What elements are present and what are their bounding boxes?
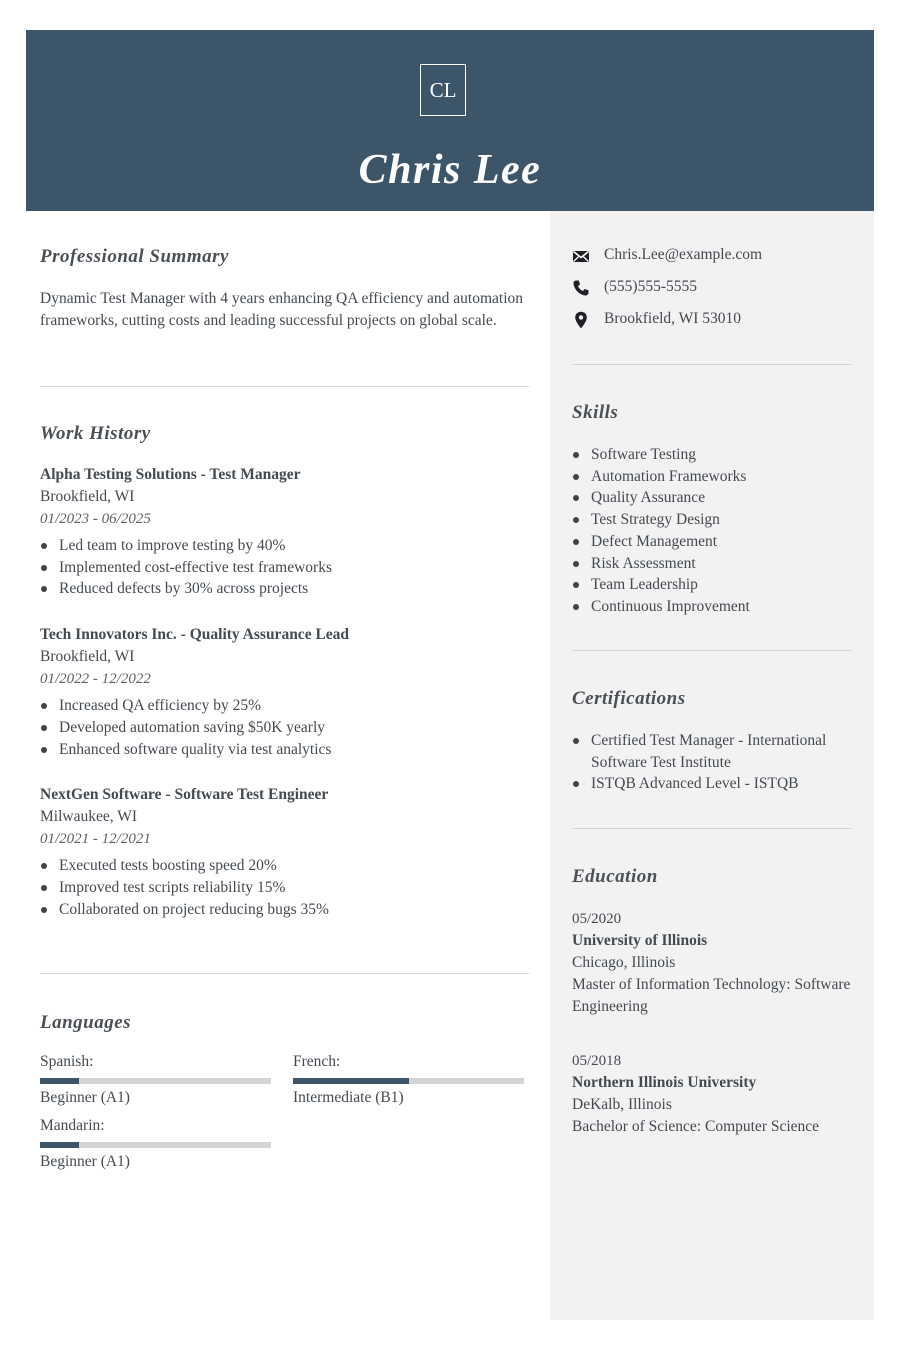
summary-text: Dynamic Test Manager with 4 years enhancing QA efficiency and automation frameworks, cutting costs and leading successful projects on global scale. — [40, 290, 523, 329]
education-section — [572, 865, 852, 1138]
language-item — [40, 1115, 271, 1173]
languages-heading: Languages — [40, 1012, 132, 1033]
divider — [572, 364, 852, 365]
list-item: Test Strategy Design — [572, 509, 852, 531]
education-date: 05/2020 — [572, 911, 622, 927]
list-item: ISTQB Advanced Level - ISTQB — [572, 773, 852, 795]
job-entry — [40, 464, 529, 600]
address-value: Brookfield, WI 53010 — [604, 310, 742, 327]
envelope-icon — [572, 247, 590, 265]
education-heading: Education — [572, 866, 658, 887]
contact-section — [572, 244, 852, 340]
proficiency-fill — [40, 1078, 79, 1084]
education-location: Chicago, Illinois — [572, 954, 676, 971]
list-item: Team Leadership — [572, 574, 852, 596]
list-item: Increased QA efficiency by 25% — [40, 695, 529, 717]
proficiency-bar — [40, 1142, 271, 1148]
work-history-section — [40, 422, 529, 920]
list-item: Developed automation saving $50K yearly — [40, 717, 529, 739]
summary-heading: Professional Summary — [40, 246, 229, 267]
skills-heading: Skills — [572, 402, 619, 423]
job-location: Brookfield, WI — [40, 648, 135, 666]
job-bullets — [40, 695, 529, 760]
job-location: Brookfield, WI — [40, 488, 135, 505]
list-item: Defect Management — [572, 531, 852, 553]
list-item: Reduced defects by 30% across projects — [40, 578, 529, 600]
language-item — [293, 1051, 524, 1109]
job-title: Tech Innovators Inc. - Quality Assurance Lead — [40, 626, 350, 644]
divider — [572, 650, 852, 651]
language-name: Mandarin: — [40, 1117, 105, 1134]
phone-value: (555)555-5555 — [604, 278, 697, 295]
list-item: Led team to improve testing by 40% — [40, 535, 529, 557]
list-item: Continuous Improvement — [572, 596, 852, 618]
list-item: Collaborated on project reducing bugs 35% — [40, 899, 529, 921]
job-dates: 01/2023 - 06/2025 — [40, 511, 151, 527]
contact-email — [572, 244, 852, 276]
list-item: Enhanced software quality via test analytics — [40, 739, 529, 761]
email-value: Chris.Lee@example.com — [604, 246, 763, 263]
job-dates: 01/2022 - 12/2022 — [40, 671, 151, 688]
skills-section — [572, 401, 852, 618]
map-pin-icon — [572, 311, 590, 329]
language-level: Beginner (A1) — [40, 1153, 130, 1170]
job-bullets — [40, 535, 529, 600]
candidate-name: Chris Lee — [358, 147, 542, 193]
certifications-heading: Certifications — [572, 688, 686, 709]
list-item: Risk Assessment — [572, 553, 852, 575]
list-item: Implemented cost-effective test frameworks — [40, 557, 529, 579]
languages-grid — [40, 1051, 529, 1201]
header-banner — [26, 30, 874, 211]
language-level: Intermediate (B1) — [293, 1089, 404, 1106]
certifications-section — [572, 687, 852, 795]
list-item: Software Testing — [572, 444, 852, 466]
proficiency-fill — [293, 1078, 409, 1084]
contact-address — [572, 308, 852, 340]
divider — [572, 828, 852, 829]
divider — [40, 973, 529, 974]
divider — [40, 386, 529, 387]
education-degree: Bachelor of Science: Computer Science — [572, 1118, 820, 1135]
proficiency-fill — [40, 1142, 79, 1148]
list-item: Certified Test Manager - International Software Test Institute — [572, 730, 852, 773]
education-school: University of Illinois — [572, 932, 708, 949]
summary-section — [40, 245, 529, 332]
skills-list — [572, 444, 852, 618]
language-item — [40, 1051, 271, 1109]
job-title: NextGen Software - Software Test Engineer — [40, 786, 329, 804]
phone-icon — [572, 279, 590, 297]
resume-page — [26, 30, 874, 1320]
language-name: French: — [293, 1053, 341, 1070]
job-bullets — [40, 855, 529, 920]
proficiency-bar — [293, 1078, 524, 1084]
contact-phone — [572, 276, 852, 308]
education-degree: Master of Information Technology: Software Engineering — [572, 976, 851, 1015]
education-school: Northern Illinois University — [572, 1074, 757, 1091]
proficiency-bar — [40, 1078, 271, 1084]
job-title: Alpha Testing Solutions - Test Manager — [40, 466, 301, 483]
list-item: Improved test scripts reliability 15% — [40, 877, 529, 899]
work-history-heading: Work History — [40, 423, 151, 444]
education-location: DeKalb, Illinois — [572, 1096, 672, 1113]
job-dates: 01/2021 - 12/2021 — [40, 831, 151, 848]
language-level: Beginner (A1) — [40, 1089, 130, 1106]
job-entry — [40, 784, 529, 920]
list-item: Quality Assurance — [572, 487, 852, 509]
education-entry — [572, 1050, 852, 1138]
languages-section — [40, 1011, 529, 1201]
list-item: Executed tests boosting speed 20% — [40, 855, 529, 877]
education-entry — [572, 908, 852, 1018]
list-item: Automation Frameworks — [572, 466, 852, 488]
job-location: Milwaukee, WI — [40, 808, 137, 826]
education-date: 05/2018 — [572, 1053, 622, 1069]
language-name: Spanish: — [40, 1053, 94, 1070]
certifications-list — [572, 730, 852, 795]
monogram-badge: CL — [420, 64, 466, 116]
job-entry — [40, 624, 529, 760]
